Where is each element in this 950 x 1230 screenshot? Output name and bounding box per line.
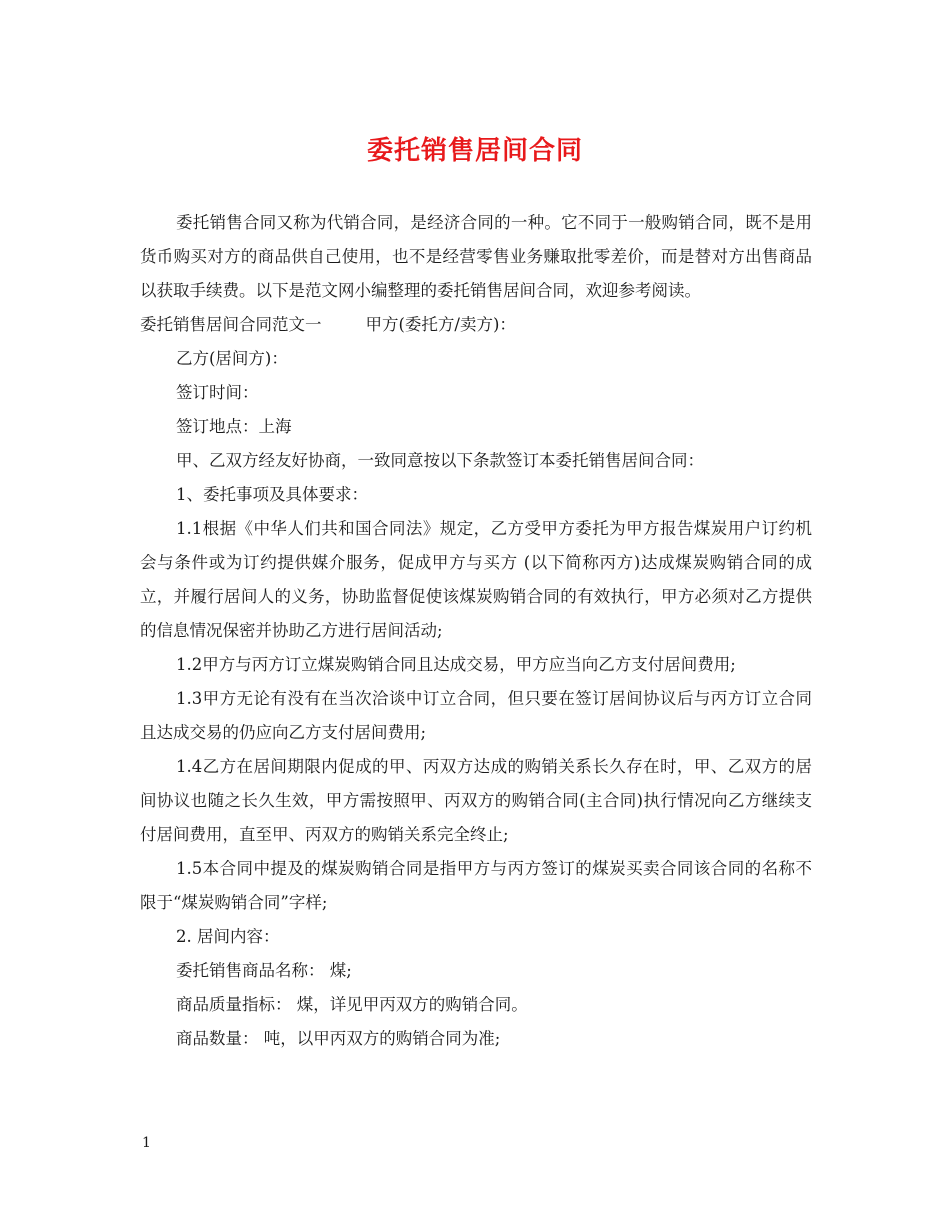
clause-1-2: 1.2甲方与丙方订立煤炭购销合同且达成交易，甲方应当向乙方支付居间费用;	[176, 655, 736, 674]
sample-heading: 委托销售居间合同范文一	[140, 315, 322, 334]
clause-1-5: 1.5本合同中提及的煤炭购销合同是指甲方与丙方签订的煤炭买卖合同该合同的名称不限于“煤炭购销合同”字样;	[140, 859, 812, 912]
clause-1-3: 1.3甲方无论有没有在当次洽谈中订立合同，但只要在签订居间协议后与丙方订立合同且达成交易的仍应向乙方支付居间费用;	[140, 689, 812, 742]
document-body	[140, 206, 812, 1056]
section-1-heading: 1、委托事项及具体要求：	[176, 485, 368, 504]
sign-place-label: 签订地点：上海	[176, 417, 292, 436]
clause-1-1: 1.1根据《中华人们共和国合同法》规定，乙方受甲方委托为甲方报告煤炭用户订约机会与条件或为订约提供媒介服务，促成甲方与买方 (以下简称丙方)达成煤炭购销合同的成立，并履行居间人的义务，协助监督促使该煤炭购销合同的有效执行，甲方必须对乙方提供的信息情况保密并协助乙方进行居间活动;	[140, 519, 812, 640]
goods-quantity-line: 商品数量： 吨，以甲丙双方的购销合同为准;	[176, 1029, 501, 1048]
agreement-paragraph: 甲、乙双方经友好协商，一致同意按以下条款签订本委托销售居间合同：	[176, 451, 704, 470]
clause-1-4: 1.4乙方在居间期限内促成的甲、丙双方达成的购销关系长久存在时，甲、乙双方的居间协议也随之长久生效，甲方需按照甲、丙双方的购销合同(主合同)执行情况向乙方继续支付居间费用，直至甲、丙双方的购销关系完全终止;	[140, 757, 812, 844]
goods-name-line: 委托销售商品名称： 煤;	[176, 961, 352, 980]
party-a-label: 甲方(委托方/卖方)：	[365, 315, 516, 334]
sign-time-label: 签订时间：	[176, 383, 259, 402]
section-2-heading: 2. 居间内容：	[176, 927, 280, 946]
sample-heading-line	[140, 308, 812, 342]
intro-paragraph: 委托销售合同又称为代销合同，是经济合同的一种。它不同于一般购销合同，既不是用货币购买对方的商品供自己使用，也不是经营零售业务赚取批零差价，而是替对方出售商品以获取手续费。以下是范文网小编整理的委托销售居间合同，欢迎参考阅读。	[140, 213, 812, 300]
party-b-label: 乙方(居间方)：	[176, 349, 288, 368]
document-title: 委托销售居间合同	[366, 136, 583, 166]
goods-quality-line: 商品质量指标： 煤，详见甲丙双方的购销合同。	[176, 995, 528, 1014]
page-number: 1	[142, 1135, 151, 1151]
